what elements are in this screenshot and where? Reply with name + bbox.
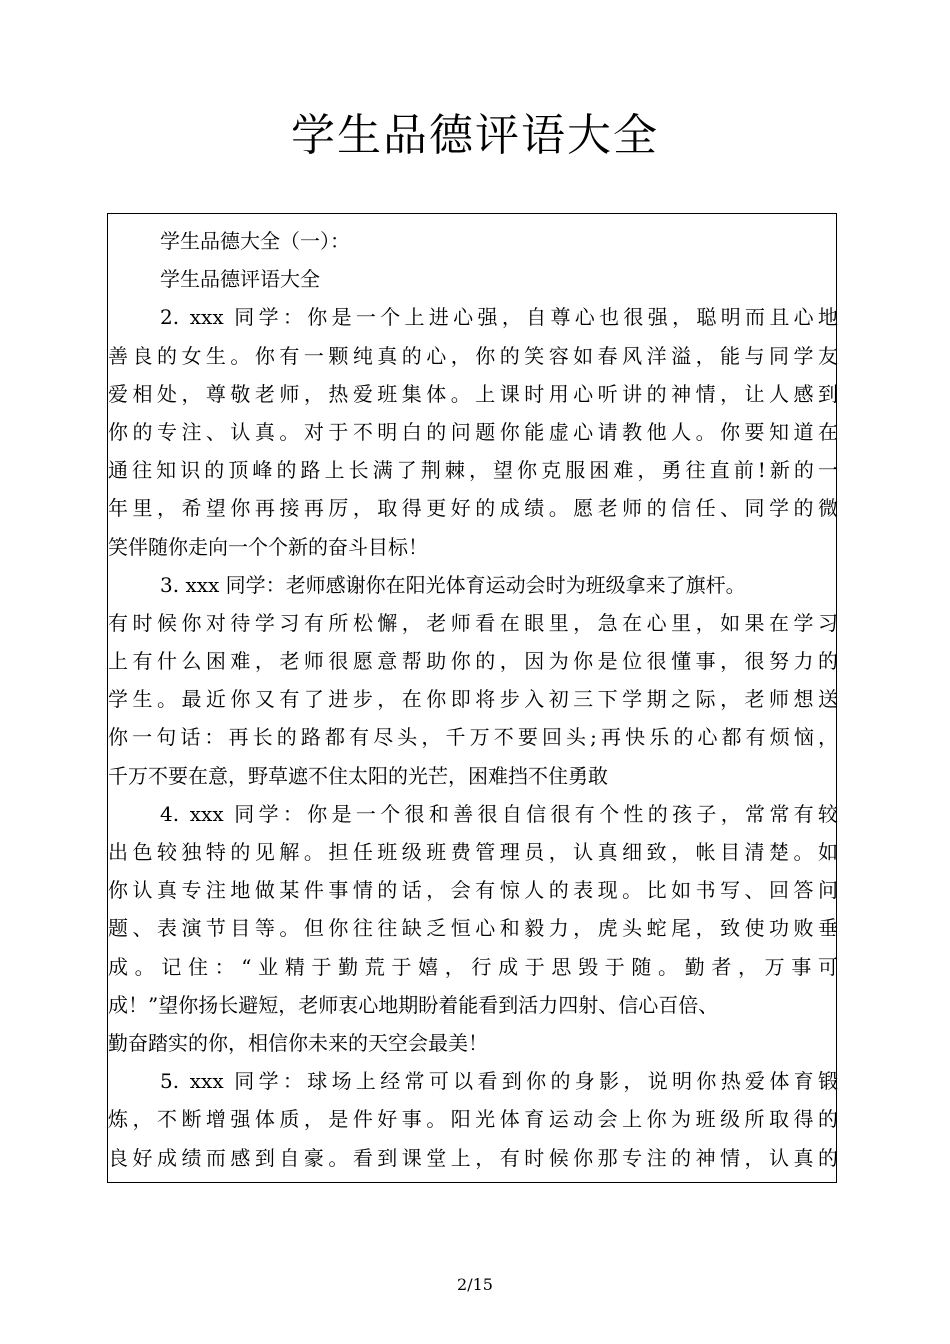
paragraph-line: 笑伴随你走向一个个新的奋斗目标！ (108, 534, 428, 559)
paragraph-line: 成！”望你扬长避短，老师衷心地期盼着能看到活力四射、信心百倍、 (108, 992, 719, 1017)
paragraph-line: 2. xxx 同学：你是一个上进心强，自尊心也很强，聪明而且心地 (160, 305, 838, 330)
paragraph-line: 千万不要在意，野草遮不住太阳的光芒，困难挡不住勇敢 (108, 763, 608, 788)
paragraph-line: 你认真专注地做某件事情的话，会有惊人的表现。比如书写、回答问 (108, 878, 838, 903)
page-number: 2/15 (457, 1275, 493, 1294)
section-heading: 学生品德大全（一）： (160, 229, 350, 253)
paragraph-line: 勤奋踏实的你，相信你未来的天空会最美！ (108, 1030, 488, 1055)
paragraph-line: 通往知识的顶峰的路上长满了荆棘，望你克服困难，勇往直前!新的一 (108, 458, 838, 483)
paragraph-line: 你一句话：再长的路都有尽头，千万不要回头;再快乐的心都有烦恼， (108, 725, 838, 750)
content-box (107, 213, 837, 1183)
paragraph-line: 年里，希望你再接再厉，取得更好的成绩。愿老师的信任、同学的微 (108, 496, 838, 521)
paragraph-line: 学生。最近你又有了进步，在你即将步入初三下学期之际，老师想送 (108, 687, 838, 712)
content-text (108, 222, 838, 1177)
paragraph-line: 5. xxx 同学：球场上经常可以看到你的身影，说明你热爱体育锻 (160, 1069, 838, 1094)
paragraph-line: 成。记住：“业精于勤荒于嬉，行成于思毁于随。勤者，万事可 (108, 954, 838, 979)
paragraph-line: 3. xxx 同学：老师感谢你在阳光体育运动会时为班级拿来了旗杆。 (160, 572, 746, 597)
page-title: 学生品德评语大全 (291, 110, 659, 161)
section-subheading: 学生品德评语大全 (160, 267, 320, 292)
paragraph-line: 4. xxx 同学：你是一个很和善很自信很有个性的孩子，常常有较 (160, 801, 838, 826)
paragraph-line: 你的专注、认真。对于不明白的问题你能虚心请教他人。你要知道在 (108, 419, 838, 444)
paragraph-line: 善良的女生。你有一颗纯真的心，你的笑容如春风洋溢，能与同学友 (108, 343, 838, 368)
paragraph-line: 有时候你对待学习有所松懈，老师看在眼里，急在心里，如果在学习 (108, 610, 838, 635)
paragraph-line: 炼，不断增强体质，是件好事。阳光体育运动会上你为班级所取得的 (108, 1107, 838, 1132)
paragraph-line: 爱相处，尊敬老师，热爱班集体。上课时用心听讲的神情，让人感到 (108, 381, 838, 406)
paragraph-line: 出色较独特的见解。担任班级班费管理员，认真细致，帐目清楚。如 (108, 840, 838, 864)
paragraph-line: 良好成绩而感到自豪。看到课堂上，有时候你那专注的神情，认真的 (108, 1145, 838, 1170)
paragraph-line: 题、表演节目等。但你往往缺乏恒心和毅力，虎头蛇尾，致使功败垂 (108, 916, 838, 941)
paragraph-line: 上有什么困难，老师很愿意帮助你的，因为你是位很懂事，很努力的 (108, 649, 838, 674)
